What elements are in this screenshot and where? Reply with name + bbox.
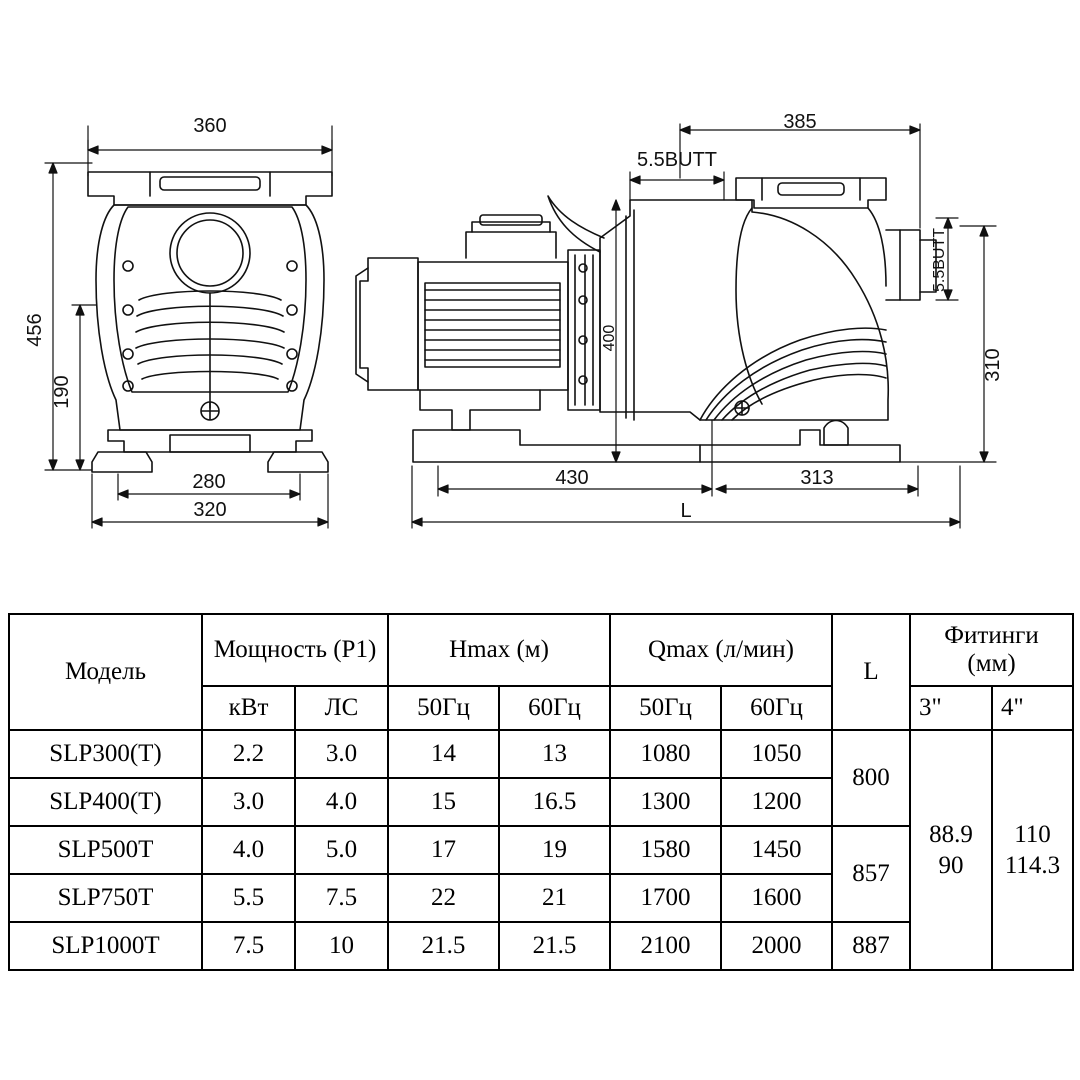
header-fittings bbox=[910, 614, 1073, 686]
cell-fitting-3in bbox=[910, 730, 992, 970]
cell-fitting-4in bbox=[992, 730, 1073, 970]
front-view-drawing bbox=[88, 172, 332, 472]
header-qmax-50hz: 50Гц bbox=[610, 686, 721, 730]
dim-400: 400 bbox=[601, 324, 618, 352]
fitting-3in-line1: 88.9 bbox=[929, 820, 973, 848]
table-header-row-1 bbox=[9, 614, 1073, 686]
cell-q50: 2100 bbox=[610, 922, 721, 970]
fitting-3in-line2: 90 bbox=[938, 852, 964, 879]
cell-q50: 1580 bbox=[610, 826, 721, 874]
dim-inlet-butt: 5.5BUTT bbox=[636, 149, 718, 171]
cell-h50: 21.5 bbox=[388, 922, 499, 970]
header-hmax: Hmax (м) bbox=[388, 614, 610, 686]
dim-320: 320 bbox=[193, 499, 227, 521]
cell-length: 800 bbox=[832, 730, 910, 826]
dim-360: 360 bbox=[193, 115, 227, 137]
cell-kw: 3.0 bbox=[202, 778, 295, 826]
cell-h60: 19 bbox=[499, 826, 610, 874]
header-power-kw: кВт bbox=[202, 686, 295, 730]
cell-h50: 14 bbox=[388, 730, 499, 778]
dim-313: 313 bbox=[800, 467, 834, 489]
cell-model: SLP1000T bbox=[9, 922, 202, 970]
side-view-drawing bbox=[356, 178, 936, 462]
cell-hp: 7.5 bbox=[295, 874, 388, 922]
cell-q60: 1450 bbox=[721, 826, 832, 874]
table-row bbox=[9, 730, 1073, 778]
header-length: L bbox=[832, 614, 910, 730]
dim-385: 385 bbox=[783, 111, 817, 133]
header-hmax-50hz: 50Гц bbox=[388, 686, 499, 730]
header-fittings-4in: 4" bbox=[992, 686, 1073, 730]
header-fittings-unit: (мм) bbox=[967, 650, 1016, 677]
header-power-hp: ЛС bbox=[295, 686, 388, 730]
cell-hp: 4.0 bbox=[295, 778, 388, 826]
header-power: Мощность (P1) bbox=[202, 614, 388, 686]
cell-q60: 1050 bbox=[721, 730, 832, 778]
cell-hp: 5.0 bbox=[295, 826, 388, 874]
header-qmax-60hz: 60Гц bbox=[721, 686, 832, 730]
header-hmax-60hz: 60Гц bbox=[499, 686, 610, 730]
cell-kw: 4.0 bbox=[202, 826, 295, 874]
cell-q60: 1600 bbox=[721, 874, 832, 922]
dim-280: 280 bbox=[192, 471, 226, 493]
cell-q50: 1700 bbox=[610, 874, 721, 922]
cell-model: SLP300(T) bbox=[9, 730, 202, 778]
cell-kw: 2.2 bbox=[202, 730, 295, 778]
cell-q60: 1200 bbox=[721, 778, 832, 826]
cell-h50: 15 bbox=[388, 778, 499, 826]
cell-kw: 5.5 bbox=[202, 874, 295, 922]
cell-h60: 13 bbox=[499, 730, 610, 778]
cell-q50: 1300 bbox=[610, 778, 721, 826]
cell-h60: 21 bbox=[499, 874, 610, 922]
cell-h50: 22 bbox=[388, 874, 499, 922]
cell-model: SLP500T bbox=[9, 826, 202, 874]
specification-table bbox=[8, 613, 1074, 971]
header-qmax: Qmax (л/мин) bbox=[610, 614, 832, 686]
cell-model: SLP400(T) bbox=[9, 778, 202, 826]
fitting-4in-line1: 110 bbox=[1014, 820, 1051, 848]
header-fittings-title: Фитинги bbox=[944, 622, 1039, 649]
cell-q60: 2000 bbox=[721, 922, 832, 970]
dim-L: L bbox=[680, 500, 692, 522]
dim-430: 430 bbox=[555, 467, 589, 489]
cell-model: SLP750T bbox=[9, 874, 202, 922]
dim-outlet-butt: 5.5BUTT bbox=[931, 227, 948, 293]
cell-hp: 10 bbox=[295, 922, 388, 970]
cell-kw: 7.5 bbox=[202, 922, 295, 970]
cell-h50: 17 bbox=[388, 826, 499, 874]
dim-456: 456 bbox=[24, 313, 46, 347]
specification-table-wrapper bbox=[8, 613, 1072, 971]
dim-190: 190 bbox=[51, 375, 73, 409]
side-view-dimensions bbox=[412, 124, 996, 528]
cell-hp: 3.0 bbox=[295, 730, 388, 778]
cell-length: 887 bbox=[832, 922, 910, 970]
header-model: Модель bbox=[9, 614, 202, 730]
cell-h60: 21.5 bbox=[499, 922, 610, 970]
header-fittings-3in: 3" bbox=[910, 686, 992, 730]
fitting-4in-line2: 114.3 bbox=[1004, 852, 1061, 879]
cell-h60: 16.5 bbox=[499, 778, 610, 826]
dim-310: 310 bbox=[982, 348, 1004, 382]
cell-q50: 1080 bbox=[610, 730, 721, 778]
cell-length: 857 bbox=[832, 826, 910, 922]
